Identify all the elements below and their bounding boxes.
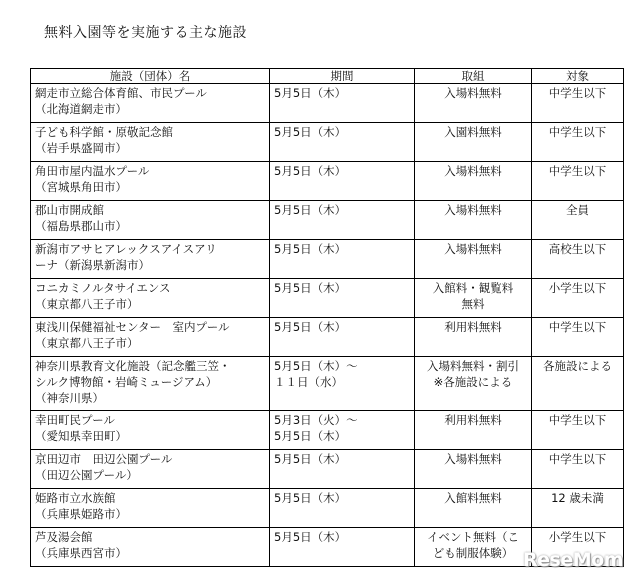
activity-cell-line: 入園料無料: [444, 125, 502, 139]
period-cell: [270, 123, 415, 162]
facility-name-cell: [31, 357, 270, 411]
activity-cell: [415, 528, 532, 567]
table-row: [31, 411, 624, 450]
activity-cell: [415, 123, 532, 162]
target-cell: 各施設による: [532, 357, 624, 411]
table-body: [31, 84, 624, 567]
facility-name-cell: [31, 528, 270, 567]
period-cell: [270, 84, 415, 123]
activity-cell: [415, 450, 532, 489]
activity-cell: [415, 279, 532, 318]
header-period: 期間: [270, 69, 415, 84]
period-cell-line: 5月3日（火）～: [274, 413, 358, 427]
target-cell: 中学生以下: [532, 450, 624, 489]
facility-name-cell-line: 網走市立総合体育館、市民プール: [35, 86, 207, 100]
activity-cell-line: イベント無料（こ: [427, 530, 519, 544]
facility-name-cell-line: 角田市屋内温水プール: [35, 164, 150, 178]
facility-name-cell: [31, 318, 270, 357]
facility-name-cell-line: コニカミノルタサイエンス: [35, 281, 171, 295]
activity-cell: [415, 240, 532, 279]
activity-cell: [415, 201, 532, 240]
facility-name-cell-line: （福島県郡山市）: [35, 219, 127, 233]
activity-cell-line: ※各施設による: [433, 375, 513, 389]
period-cell-line: 5月5日（木）: [274, 491, 347, 505]
activity-cell: [415, 357, 532, 411]
activity-cell: [415, 489, 532, 528]
facility-name-cell: [31, 279, 270, 318]
activity-cell: [415, 84, 532, 123]
activity-cell-line: 入場料無料: [444, 86, 502, 100]
facility-name-cell-line: （兵庫県西宮市）: [35, 546, 127, 560]
facilities-table: [30, 68, 624, 567]
activity-cell-line: 無料: [461, 297, 485, 311]
activity-cell-line: 入場料無料: [444, 452, 502, 466]
period-cell-line: 5月5日（木）: [274, 125, 347, 139]
period-cell: [270, 201, 415, 240]
resemom-logo: ReseMom: [523, 549, 623, 571]
period-cell: [270, 162, 415, 201]
period-cell-line: 5月5日（木）: [274, 164, 347, 178]
facility-name-cell-line: 神奈川県教育文化施設（記念艦三笠・: [35, 359, 231, 373]
activity-cell-line: ども制服体験）: [432, 546, 514, 560]
activity-cell-line: 入館料・観覧料: [432, 281, 514, 295]
activity-cell-line: 入館料無料: [444, 491, 502, 505]
facility-name-cell-line: シルク博物館・岩崎ミュージアム）: [35, 375, 218, 389]
activity-cell-line: 入場料無料: [444, 203, 502, 217]
activity-cell: [415, 318, 532, 357]
period-cell-line: 5月5日（木）: [274, 429, 347, 443]
facility-name-cell: [31, 201, 270, 240]
facility-name-cell-line: （北海道網走市）: [35, 102, 127, 116]
period-cell-line: 5月5日（木）: [274, 203, 347, 217]
facility-name-cell: [31, 162, 270, 201]
period-cell-line: １１日（水）: [274, 375, 343, 389]
target-cell: 中学生以下: [532, 411, 624, 450]
target-cell: 小学生以下: [532, 279, 624, 318]
table-row: [31, 489, 624, 528]
period-cell: [270, 528, 415, 567]
table-row: [31, 162, 624, 201]
target-cell: 高校生以下: [532, 240, 624, 279]
facility-name-cell: [31, 123, 270, 162]
facility-name-cell-line: （兵庫県姫路市）: [35, 507, 127, 521]
period-cell-line: 5月5日（木）: [274, 242, 347, 256]
target-cell: 中学生以下: [532, 162, 624, 201]
period-cell: [270, 450, 415, 489]
facility-name-cell-line: （愛知県幸田町）: [35, 429, 127, 443]
facility-name-cell: [31, 411, 270, 450]
table-row: [31, 450, 624, 489]
table-row: [31, 84, 624, 123]
target-cell: 12 歳未満: [532, 489, 624, 528]
facility-name-cell: [31, 489, 270, 528]
facility-name-cell-line: （岩手県盛岡市）: [35, 141, 127, 155]
facility-name-cell-line: （田辺公園プール）: [35, 468, 138, 482]
period-cell-line: 5月5日（木）: [274, 530, 347, 544]
facility-name-cell-line: 京田辺市 田辺公園プール: [35, 452, 173, 466]
period-cell: [270, 318, 415, 357]
target-cell: 中学生以下: [532, 123, 624, 162]
period-cell-line: 5月5日（木）: [274, 452, 347, 466]
period-cell-line: 5月5日（木）: [274, 320, 347, 334]
period-cell-line: 5月5日（木）: [274, 281, 347, 295]
period-cell-line: 5月5日（木）～: [274, 359, 358, 373]
facility-name-cell: [31, 240, 270, 279]
facility-name-cell-line: （東京都八王子市）: [35, 297, 139, 311]
facility-name-cell: [31, 450, 270, 489]
facility-name-cell-line: （神奈川県）: [35, 391, 104, 405]
period-cell: [270, 240, 415, 279]
target-cell: 中学生以下: [532, 84, 624, 123]
page-title: 無料入園等を実施する主な施設: [44, 25, 247, 41]
period-cell: [270, 279, 415, 318]
activity-cell: [415, 162, 532, 201]
target-cell: 全員: [532, 201, 624, 240]
target-cell: 中学生以下: [532, 318, 624, 357]
facility-name-cell-line: 新潟市アサヒアレックスアイスアリ: [35, 242, 217, 256]
period-cell: [270, 489, 415, 528]
period-cell: [270, 411, 415, 450]
facility-name-cell-line: 姫路市立水族館: [35, 491, 116, 505]
activity-cell-line: 入場料無料・割引: [427, 359, 519, 373]
activity-cell-line: 入場料無料: [444, 242, 502, 256]
table-row: [31, 123, 624, 162]
table-row: [31, 240, 624, 279]
activity-cell-line: 利用料無料: [444, 320, 502, 334]
facility-name-cell-line: （宮城県角田市）: [35, 180, 127, 194]
facility-name-cell-line: 郡山市開成館: [35, 203, 104, 217]
header-target: 対象: [532, 69, 624, 84]
table-row: [31, 201, 624, 240]
table-row: [31, 357, 624, 411]
period-cell-line: 5月5日（木）: [274, 86, 347, 100]
table-row: [31, 279, 624, 318]
facility-name-cell-line: 幸田町民プール: [35, 413, 115, 427]
activity-cell-line: 利用料無料: [444, 413, 502, 427]
table-row: [31, 318, 624, 357]
target-cell: 小学生以下: [532, 528, 624, 567]
facility-name-cell-line: 子ども科学館・原敬記念館: [35, 125, 173, 139]
table-header-row: [31, 69, 624, 84]
facility-name-cell-line: ーナ（新潟県新潟市）: [35, 258, 150, 272]
period-cell: [270, 357, 415, 411]
header-activity: 取組: [415, 69, 532, 84]
facility-name-cell-line: 東浅川保健福祉センター 室内プール: [35, 320, 230, 334]
facility-name-cell-line: 芦及湯会館: [35, 530, 93, 544]
activity-cell: [415, 411, 532, 450]
facility-name-cell: [31, 84, 270, 123]
activity-cell-line: 入場料無料: [444, 164, 502, 178]
header-facility-name: 施設（団体）名: [31, 69, 270, 84]
facility-name-cell-line: （東京都八王子市）: [35, 336, 139, 350]
